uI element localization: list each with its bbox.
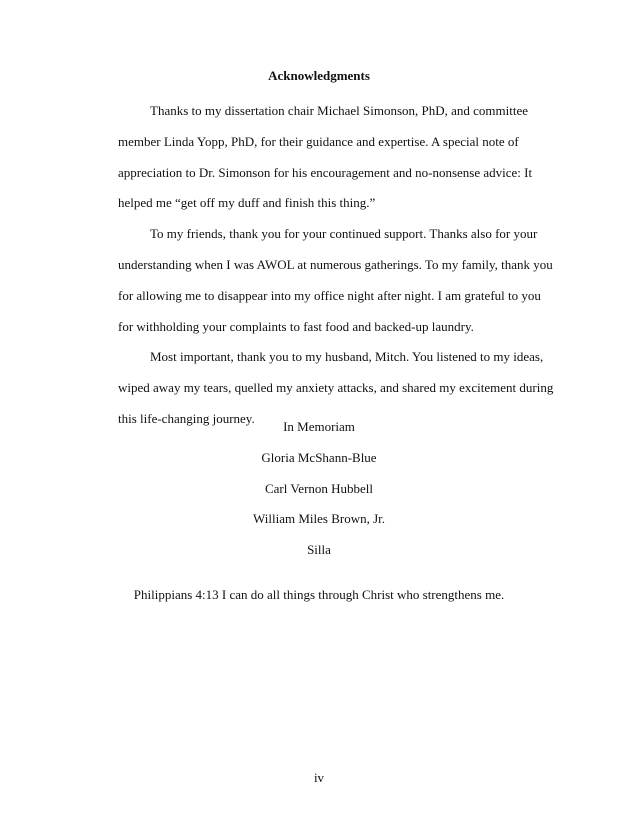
memoriam-name: William Miles Brown, Jr.	[253, 511, 385, 527]
memoriam-title: In Memoriam	[283, 419, 355, 434]
paragraph-committee: Thanks to my dissertation chair Michael Simonson, PhD, and committee member Linda Yopp, PhD, for their guidance and expertise. A special note of appreciation to Dr. Simonson for his encouragement and no-nonsense advice: It helped me “get off my duff and finish this thing.”	[118, 103, 533, 211]
paragraph-friends-family: To my friends, thank you for your continued support. Thanks also for your understanding when I was AWOL at numerous gatherings. To my family, thank you for allowing me to disappear into my office night after night. I am grateful to you for withholding your complaints to fast food and backed-up laundry.	[118, 226, 553, 334]
paragraph-husband: Most important, thank you to my husband, Mitch. You listened to my ideas, wiped away my tears, quelled my anxiety attacks, and shared my excitement during this life-changing journey.	[118, 349, 554, 426]
memoriam-name: Carl Vernon Hubbell	[264, 480, 374, 496]
page-heading: Acknowledgments	[268, 68, 370, 83]
page-number: iv	[313, 770, 325, 785]
memoriam-name: Silla	[307, 542, 331, 558]
memoriam-name: Gloria McShann-Blue	[261, 449, 377, 465]
memoriam-section	[0, 412, 638, 566]
scripture-verse: Philippians 4:13 I can do all things through Christ who strengthens me.	[133, 587, 505, 602]
acknowledgments-body	[118, 96, 558, 435]
